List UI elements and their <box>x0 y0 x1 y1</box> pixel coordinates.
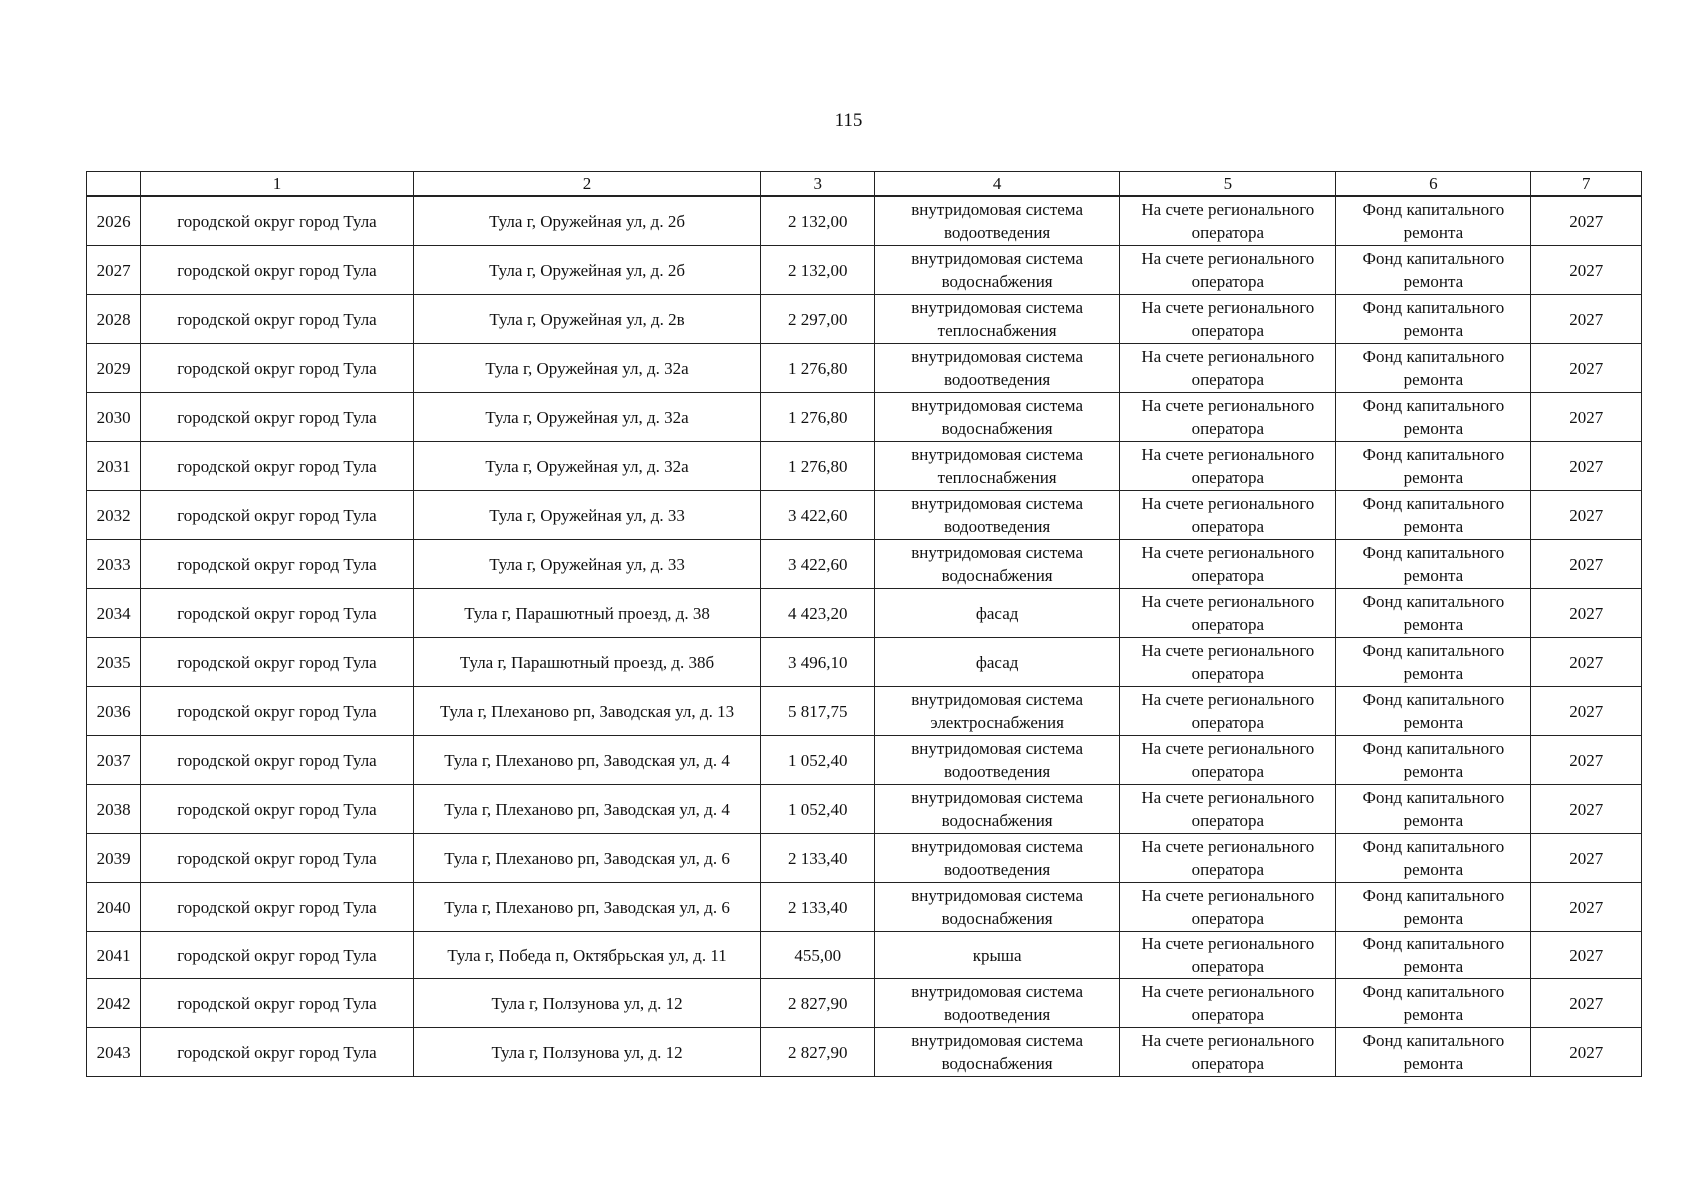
column-number-row <box>87 172 1642 197</box>
area-cell: 1 052,40 <box>761 736 875 785</box>
area-cell: 2 827,90 <box>761 1028 875 1077</box>
work-type-line-1: фасад <box>975 603 1019 623</box>
area-cell: 1 052,40 <box>761 785 875 834</box>
address-cell: Тула г, Плеханово рп, Заводская ул, д. 6 <box>413 883 761 932</box>
work-type-line-1: фасад <box>975 652 1019 672</box>
fund-line-1: Фонд капитального <box>1362 592 1505 611</box>
fund-line-1: Фонд капитального <box>1362 347 1505 366</box>
work-type-line-2: водоотведения <box>944 517 1051 536</box>
table-row <box>87 196 1642 246</box>
row-number-cell: 2034 <box>87 589 141 638</box>
municipality-cell: городской округ город Тула <box>141 979 413 1028</box>
area-cell: 2 133,40 <box>761 883 875 932</box>
account-cell <box>1120 344 1336 393</box>
table-row <box>87 442 1642 491</box>
address-cell: Тула г, Оружейная ул, д. 33 <box>413 491 761 540</box>
row-number-cell: 2033 <box>87 540 141 589</box>
area-cell: 455,00 <box>761 932 875 979</box>
fund-cell <box>1336 196 1531 246</box>
table-row <box>87 393 1642 442</box>
area-cell: 3 422,60 <box>761 540 875 589</box>
account-cell <box>1120 687 1336 736</box>
work-type-line-1: крыша <box>972 945 1022 965</box>
capital-repair-table <box>86 171 1642 1077</box>
fund-line-1: Фонд капитального <box>1362 396 1505 415</box>
account-line-2: оператора <box>1191 1054 1265 1073</box>
area-cell: 1 276,80 <box>761 442 875 491</box>
area-cell: 5 817,75 <box>761 687 875 736</box>
account-cell <box>1120 785 1336 834</box>
work-type-line-2: водоснабжения <box>941 909 1053 928</box>
municipality-cell: городской округ город Тула <box>141 589 413 638</box>
area-cell: 2 132,00 <box>761 246 875 295</box>
row-number-cell: 2032 <box>87 491 141 540</box>
year-cell: 2027 <box>1531 491 1642 540</box>
work-type-cell <box>875 736 1120 785</box>
account-line-2: оператора <box>1191 1005 1265 1024</box>
address-cell: Тула г, Парашютный проезд, д. 38б <box>413 638 761 687</box>
account-line-2: оператора <box>1191 370 1265 389</box>
municipality-cell: городской округ город Тула <box>141 687 413 736</box>
work-type-cell <box>875 442 1120 491</box>
account-line-2: оператора <box>1191 566 1265 585</box>
address-cell: Тула г, Плеханово рп, Заводская ул, д. 13 <box>413 687 761 736</box>
year-cell: 2027 <box>1531 883 1642 932</box>
work-type-cell <box>875 785 1120 834</box>
work-type-line-2: водоснабжения <box>941 566 1053 585</box>
work-type-cell <box>875 932 1120 979</box>
fund-line-1: Фонд капитального <box>1362 543 1505 562</box>
account-line-1: На счете регионального <box>1141 934 1315 953</box>
account-cell <box>1120 979 1336 1028</box>
area-cell: 2 132,00 <box>761 196 875 246</box>
fund-line-2: ремонта <box>1403 468 1464 487</box>
fund-cell <box>1336 589 1531 638</box>
municipality-cell: городской округ город Тула <box>141 736 413 785</box>
address-cell: Тула г, Оружейная ул, д. 32а <box>413 344 761 393</box>
account-line-1: На счете регионального <box>1141 788 1315 807</box>
table-row <box>87 979 1642 1028</box>
work-type-line-2: водоснабжения <box>941 1054 1053 1073</box>
year-cell: 2027 <box>1531 295 1642 344</box>
work-type-line-2: водоотведения <box>944 223 1051 242</box>
year-cell: 2027 <box>1531 687 1642 736</box>
year-cell: 2027 <box>1531 589 1642 638</box>
account-line-1: На счете регионального <box>1141 641 1315 660</box>
work-type-line-2: водоснабжения <box>941 419 1053 438</box>
table-row <box>87 883 1642 932</box>
fund-line-1: Фонд капитального <box>1362 739 1505 758</box>
work-type-line-1: внутридомовая система <box>911 494 1083 513</box>
work-type-cell <box>875 883 1120 932</box>
work-type-cell <box>875 246 1120 295</box>
account-line-1: На счете регионального <box>1141 396 1315 415</box>
work-type-cell <box>875 1028 1120 1077</box>
row-number-cell: 2037 <box>87 736 141 785</box>
account-cell <box>1120 540 1336 589</box>
address-cell: Тула г, Оружейная ул, д. 2б <box>413 196 761 246</box>
fund-line-2: ремонта <box>1403 713 1464 732</box>
page-number: 115 <box>834 110 863 131</box>
account-cell <box>1120 491 1336 540</box>
work-type-line-1: внутридомовая система <box>911 347 1083 366</box>
work-type-cell <box>875 344 1120 393</box>
account-cell <box>1120 246 1336 295</box>
account-cell <box>1120 589 1336 638</box>
account-line-1: На счете регионального <box>1141 739 1315 758</box>
address-cell: Тула г, Ползунова ул, д. 12 <box>413 979 761 1028</box>
address-cell: Тула г, Победа п, Октябрьская ул, д. 11 <box>413 932 761 979</box>
table-row <box>87 736 1642 785</box>
area-cell: 3 422,60 <box>761 491 875 540</box>
account-line-1: На счете регионального <box>1141 1031 1315 1050</box>
municipality-cell: городской округ город Тула <box>141 344 413 393</box>
fund-cell <box>1336 344 1531 393</box>
column-header: 7 <box>1531 172 1642 197</box>
fund-cell <box>1336 736 1531 785</box>
account-line-1: На счете регионального <box>1141 543 1315 562</box>
account-line-1: На счете регионального <box>1141 982 1315 1001</box>
year-cell: 2027 <box>1531 246 1642 295</box>
account-cell <box>1120 442 1336 491</box>
work-type-line-2: электроснабжения <box>930 713 1064 732</box>
municipality-cell: городской округ город Тула <box>141 196 413 246</box>
work-type-line-1: внутридомовая система <box>911 837 1083 856</box>
address-cell: Тула г, Парашютный проезд, д. 38 <box>413 589 761 638</box>
table-row <box>87 344 1642 393</box>
address-cell: Тула г, Оружейная ул, д. 32а <box>413 442 761 491</box>
table-row <box>87 638 1642 687</box>
work-type-line-1: внутридомовая система <box>911 543 1083 562</box>
work-type-line-2: водоотведения <box>944 370 1051 389</box>
account-cell <box>1120 736 1336 785</box>
work-type-line-1: внутридомовая система <box>911 1031 1083 1050</box>
fund-line-1: Фонд капитального <box>1362 494 1505 513</box>
year-cell: 2027 <box>1531 196 1642 246</box>
work-type-line-1: внутридомовая система <box>911 445 1083 464</box>
area-cell: 3 496,10 <box>761 638 875 687</box>
work-type-line-2: водоснабжения <box>941 272 1053 291</box>
row-number-cell: 2036 <box>87 687 141 736</box>
row-number-cell: 2038 <box>87 785 141 834</box>
address-cell: Тула г, Оружейная ул, д. 2в <box>413 295 761 344</box>
municipality-cell: городской округ город Тула <box>141 638 413 687</box>
fund-line-2: ремонта <box>1403 566 1464 585</box>
row-number-cell: 2030 <box>87 393 141 442</box>
municipality-cell: городской округ город Тула <box>141 932 413 979</box>
fund-cell <box>1336 785 1531 834</box>
year-cell: 2027 <box>1531 785 1642 834</box>
table-body <box>87 196 1642 1077</box>
account-line-2: оператора <box>1191 811 1265 830</box>
work-type-line-1: внутридомовая система <box>911 739 1083 758</box>
fund-line-2: ремонта <box>1403 419 1464 438</box>
column-header: 6 <box>1336 172 1531 197</box>
account-cell <box>1120 883 1336 932</box>
row-number-cell: 2039 <box>87 834 141 883</box>
fund-cell <box>1336 687 1531 736</box>
account-cell <box>1120 932 1336 979</box>
account-cell <box>1120 295 1336 344</box>
fund-line-1: Фонд капитального <box>1362 934 1505 953</box>
account-line-2: оператора <box>1191 664 1265 683</box>
fund-line-2: ремонта <box>1403 1005 1464 1024</box>
work-type-cell <box>875 589 1120 638</box>
fund-line-1: Фонд капитального <box>1362 1031 1505 1050</box>
work-type-line-2: водоотведения <box>944 1005 1051 1024</box>
fund-line-2: ремонта <box>1403 615 1464 634</box>
table-row <box>87 785 1642 834</box>
account-line-1: На счете регионального <box>1141 690 1315 709</box>
fund-line-1: Фонд капитального <box>1362 249 1505 268</box>
account-cell <box>1120 1028 1336 1077</box>
address-cell: Тула г, Оружейная ул, д. 2б <box>413 246 761 295</box>
municipality-cell: городской округ город Тула <box>141 246 413 295</box>
row-number-cell: 2043 <box>87 1028 141 1077</box>
area-cell: 2 133,40 <box>761 834 875 883</box>
municipality-cell: городской округ город Тула <box>141 1028 413 1077</box>
address-cell: Тула г, Плеханово рп, Заводская ул, д. 6 <box>413 834 761 883</box>
work-type-line-1: внутридомовая система <box>911 982 1083 1001</box>
account-line-1: На счете регионального <box>1141 200 1315 219</box>
year-cell: 2027 <box>1531 834 1642 883</box>
municipality-cell: городской округ город Тула <box>141 834 413 883</box>
fund-cell <box>1336 1028 1531 1077</box>
work-type-cell <box>875 393 1120 442</box>
fund-line-1: Фонд капитального <box>1362 445 1505 464</box>
fund-line-2: ремонта <box>1403 1054 1464 1073</box>
fund-line-2: ремонта <box>1403 664 1464 683</box>
year-cell: 2027 <box>1531 638 1642 687</box>
area-cell: 1 276,80 <box>761 344 875 393</box>
address-cell: Тула г, Плеханово рп, Заводская ул, д. 4 <box>413 785 761 834</box>
fund-line-1: Фонд капитального <box>1362 982 1505 1001</box>
row-number-cell: 2028 <box>87 295 141 344</box>
municipality-cell: городской округ город Тула <box>141 295 413 344</box>
table-row <box>87 687 1642 736</box>
fund-cell <box>1336 491 1531 540</box>
work-type-line-1: внутридомовая система <box>911 396 1083 415</box>
row-number-cell: 2035 <box>87 638 141 687</box>
account-line-2: оператора <box>1191 272 1265 291</box>
fund-cell <box>1336 932 1531 979</box>
address-cell: Тула г, Оружейная ул, д. 33 <box>413 540 761 589</box>
work-type-line-1: внутридомовая система <box>911 788 1083 807</box>
table-row <box>87 491 1642 540</box>
address-cell: Тула г, Оружейная ул, д. 32а <box>413 393 761 442</box>
row-number-cell: 2042 <box>87 979 141 1028</box>
area-cell: 2 297,00 <box>761 295 875 344</box>
work-type-cell <box>875 638 1120 687</box>
fund-cell <box>1336 295 1531 344</box>
fund-line-2: ремонта <box>1403 811 1464 830</box>
account-line-1: На счете регионального <box>1141 298 1315 317</box>
fund-cell <box>1336 979 1531 1028</box>
column-header: 2 <box>413 172 761 197</box>
work-type-line-2: водоснабжения <box>941 811 1053 830</box>
table-row <box>87 295 1642 344</box>
row-number-cell: 2040 <box>87 883 141 932</box>
work-type-line-1: внутридомовая система <box>911 886 1083 905</box>
fund-cell <box>1336 393 1531 442</box>
account-line-1: На счете регионального <box>1141 494 1315 513</box>
work-type-line-1: внутридомовая система <box>911 249 1083 268</box>
fund-cell <box>1336 834 1531 883</box>
work-type-line-2: теплоснабжения <box>937 468 1057 487</box>
municipality-cell: городской округ город Тула <box>141 883 413 932</box>
fund-cell <box>1336 246 1531 295</box>
municipality-cell: городской округ город Тула <box>141 491 413 540</box>
area-cell: 4 423,20 <box>761 589 875 638</box>
year-cell: 2027 <box>1531 442 1642 491</box>
account-line-2: оператора <box>1191 517 1265 536</box>
table-row <box>87 932 1642 979</box>
account-line-2: оператора <box>1191 223 1265 242</box>
work-type-line-1: внутридомовая система <box>911 298 1083 317</box>
account-line-1: На счете регионального <box>1141 249 1315 268</box>
work-type-line-2: теплоснабжения <box>937 321 1057 340</box>
column-header: 3 <box>761 172 875 197</box>
year-cell: 2027 <box>1531 344 1642 393</box>
account-cell <box>1120 196 1336 246</box>
fund-line-1: Фонд капитального <box>1362 641 1505 660</box>
fund-line-2: ремонта <box>1403 860 1464 879</box>
column-header: 5 <box>1120 172 1336 197</box>
year-cell: 2027 <box>1531 1028 1642 1077</box>
municipality-cell: городской округ город Тула <box>141 540 413 589</box>
account-line-2: оператора <box>1191 762 1265 781</box>
fund-line-2: ремонта <box>1403 957 1464 976</box>
work-type-line-1: внутридомовая система <box>911 200 1083 219</box>
table-row <box>87 540 1642 589</box>
fund-line-2: ремонта <box>1403 272 1464 291</box>
work-type-cell <box>875 491 1120 540</box>
column-header: 1 <box>141 172 413 197</box>
fund-line-1: Фонд капитального <box>1362 298 1505 317</box>
fund-line-2: ремонта <box>1403 762 1464 781</box>
account-line-2: оператора <box>1191 713 1265 732</box>
account-cell <box>1120 393 1336 442</box>
fund-cell <box>1336 540 1531 589</box>
account-line-2: оператора <box>1191 615 1265 634</box>
table-row <box>87 834 1642 883</box>
column-header: 4 <box>875 172 1120 197</box>
year-cell: 2027 <box>1531 979 1642 1028</box>
row-number-cell: 2031 <box>87 442 141 491</box>
address-cell: Тула г, Плеханово рп, Заводская ул, д. 4 <box>413 736 761 785</box>
year-cell: 2027 <box>1531 393 1642 442</box>
account-line-2: оператора <box>1191 321 1265 340</box>
municipality-cell: городской округ город Тула <box>141 785 413 834</box>
fund-line-2: ремонта <box>1403 223 1464 242</box>
work-type-cell <box>875 295 1120 344</box>
account-line-2: оператора <box>1191 909 1265 928</box>
table-row <box>87 246 1642 295</box>
year-cell: 2027 <box>1531 932 1642 979</box>
table-row <box>87 1028 1642 1077</box>
area-cell: 2 827,90 <box>761 979 875 1028</box>
work-type-cell <box>875 540 1120 589</box>
municipality-cell: городской округ город Тула <box>141 393 413 442</box>
fund-line-1: Фонд капитального <box>1362 690 1505 709</box>
fund-cell <box>1336 883 1531 932</box>
fund-line-1: Фонд капитального <box>1362 886 1505 905</box>
work-type-cell <box>875 196 1120 246</box>
year-cell: 2027 <box>1531 540 1642 589</box>
account-cell <box>1120 834 1336 883</box>
work-type-cell <box>875 979 1120 1028</box>
account-line-2: оператора <box>1191 957 1265 976</box>
year-cell: 2027 <box>1531 736 1642 785</box>
fund-cell <box>1336 442 1531 491</box>
work-type-cell <box>875 834 1120 883</box>
table-row <box>87 589 1642 638</box>
account-line-1: На счете регионального <box>1141 837 1315 856</box>
account-line-2: оператора <box>1191 860 1265 879</box>
account-line-1: На счете регионального <box>1141 347 1315 366</box>
fund-line-2: ремонта <box>1403 909 1464 928</box>
row-number-cell: 2026 <box>87 196 141 246</box>
fund-line-1: Фонд капитального <box>1362 200 1505 219</box>
address-cell: Тула г, Ползунова ул, д. 12 <box>413 1028 761 1077</box>
row-number-cell: 2029 <box>87 344 141 393</box>
fund-line-2: ремонта <box>1403 370 1464 389</box>
column-header <box>87 172 141 197</box>
row-number-cell: 2041 <box>87 932 141 979</box>
account-line-1: На счете регионального <box>1141 592 1315 611</box>
fund-line-2: ремонта <box>1403 321 1464 340</box>
work-type-line-2: водоотведения <box>944 762 1051 781</box>
fund-cell <box>1336 638 1531 687</box>
area-cell: 1 276,80 <box>761 393 875 442</box>
account-line-2: оператора <box>1191 468 1265 487</box>
municipality-cell: городской округ город Тула <box>141 442 413 491</box>
account-line-2: оператора <box>1191 419 1265 438</box>
row-number-cell: 2027 <box>87 246 141 295</box>
fund-line-2: ремонта <box>1403 517 1464 536</box>
work-type-cell <box>875 687 1120 736</box>
fund-line-1: Фонд капитального <box>1362 837 1505 856</box>
account-line-1: На счете регионального <box>1141 886 1315 905</box>
work-type-line-1: внутридомовая система <box>911 690 1083 709</box>
account-line-1: На счете регионального <box>1141 445 1315 464</box>
account-cell <box>1120 638 1336 687</box>
fund-line-1: Фонд капитального <box>1362 788 1505 807</box>
work-type-line-2: водоотведения <box>944 860 1051 879</box>
